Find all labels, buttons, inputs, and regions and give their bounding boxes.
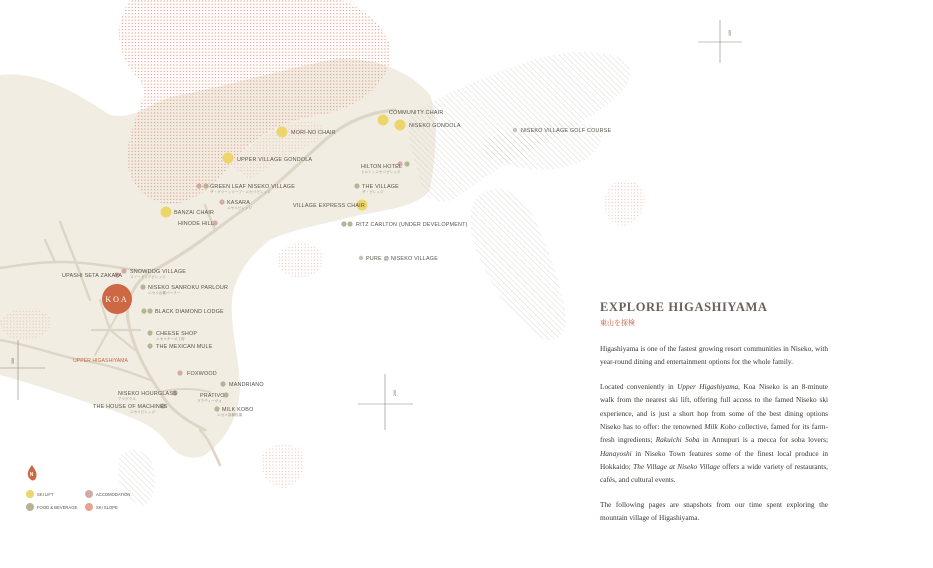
label-snowdog: SNOWDOG VILLAGE xyxy=(130,269,187,275)
scale-mark: 100 xyxy=(728,30,732,36)
ski-slope-area xyxy=(261,444,304,488)
label-prativo-jp: プラティーヴォ xyxy=(197,399,222,403)
north-label: N xyxy=(29,472,34,478)
label-sanroku: NISEKO SANROKU PARLOUR xyxy=(148,285,229,291)
location-paragraph: Located conveniently in Upper Higashiyama, Koa Niseko is an 8-minute walk from the nearest ski lift, offering full access to the famed Niseko ski experience, and is just a short hop from some of the best dining options Niseko has to offer: the renowned Milk Kobo collective, famed for its farm-fresh ingredients; Rakuichi Soba in Annupuri is a mecca for soba lovers; Hanayoshi in Niseko Town features some of the finest local produce in Hokkaido; The Village at Niseko Village offers a wide variety of restaurants, cafés, and cultural events. xyxy=(600,382,829,485)
legend-ski-slope: SKI SLOPE xyxy=(96,505,118,510)
ski-slope-area xyxy=(604,180,645,226)
label-black-diamond: BLACK DIAMOND LODGE xyxy=(155,309,224,315)
label-upper-higashiyama: UPPER HIGASHIYAMA xyxy=(73,358,128,364)
label-foxwood: FOXWOOD xyxy=(187,371,217,377)
label-hilton-hotel: HILTON HOTEL xyxy=(361,164,403,170)
legend-accommodation: ACCOMODATION xyxy=(96,492,131,497)
legend-ski-lift: SKI LIFT xyxy=(37,492,54,497)
legend-food-swatch xyxy=(26,503,34,511)
hatched-area xyxy=(470,189,566,340)
ski-lift-marker xyxy=(395,120,406,131)
label-prativo: PRATIVO xyxy=(200,393,225,399)
label-hourglass-jp: アワグラス xyxy=(118,397,136,401)
label-green-leaf: GREEN LEAF NISEKO VILLAGE xyxy=(210,184,295,190)
legend-accommodation-swatch xyxy=(85,490,93,498)
label-cheese-shop: CHEESE SHOP xyxy=(156,331,198,337)
label-milk-kobo-jp: ニセコ高橋牧場 xyxy=(217,413,243,417)
closing-paragraph: The following pages are snapshots from our time spent exploring the mountain village of Higashiyama. xyxy=(600,499,828,523)
label-village-express: VILLAGE EXPRESS CHAIR xyxy=(293,203,365,209)
page-title: EXPLORE HIGASHIYAMA xyxy=(600,300,768,314)
label-milk-kobo: MILK KOBO xyxy=(222,407,254,413)
label-ritz-carlton: RITZ CARLTON (UNDER DEVELOPMENT) xyxy=(356,222,468,228)
label-house-of-machines-jp: ニセコビレッジ xyxy=(130,410,156,414)
label-upper-village-gondola: UPPER VILLAGE GONDOLA xyxy=(237,157,313,163)
label-community-chair: COMMUNITY CHAIR xyxy=(389,110,444,116)
label-snowdog-jp: スノードッグビレッジ xyxy=(130,275,166,279)
label-pure: PURE @ NISEKO VILLAGE xyxy=(366,256,438,262)
label-kasara-jp: ニセコビレッジ xyxy=(227,206,253,210)
label-cheese-shop-jp: ニセコチーズ工房 xyxy=(156,337,185,341)
ski-lift-marker xyxy=(161,207,172,218)
koa-label: KOA xyxy=(105,295,129,304)
label-kasara: KASARA xyxy=(227,200,251,206)
label-green-leaf-jp: ザ・グリーンリーフ・ニセコビレッジ xyxy=(210,190,271,194)
ski-lift-marker xyxy=(223,153,234,164)
label-mandriano: MANDRIANO xyxy=(229,382,264,388)
legend-ski-slope-swatch xyxy=(85,503,93,511)
label-banzai-chair: BANZAI CHAIR xyxy=(174,210,215,216)
scale-mark: 300 xyxy=(11,358,15,364)
label-hourglass: NISEKO HOURGLASS xyxy=(118,391,177,397)
page-subtitle-jp: 東山を探検 xyxy=(600,319,635,327)
label-morino-chair: MORI-NO CHAIR xyxy=(291,130,336,136)
map-legend xyxy=(26,465,130,511)
ski-lift-marker xyxy=(277,127,288,138)
label-house-of-machines: THE HOUSE OF MACHINES xyxy=(93,404,168,410)
label-upashi: UPASHI SETA ZAKAYA xyxy=(62,273,123,279)
scale-mark: 200 xyxy=(393,390,397,396)
intro-paragraph: Higashiyama is one of the fastest growing resort communities in Niseko, with year-round dining and entertainment options for the whole family. xyxy=(600,344,828,367)
legend-food: FOOD & BEVERAGE xyxy=(37,505,78,510)
label-golf-course: NISEKO VILLAGE GOLF COURSE xyxy=(521,128,612,134)
label-mexican-mule: THE MEXICAN MULE xyxy=(156,344,213,350)
explore-panel xyxy=(600,300,828,536)
label-hinode-hill: HINODE HILL xyxy=(178,221,215,227)
ski-slope-area xyxy=(277,243,323,278)
label-niseko-gondola: NISEKO GONDOLA xyxy=(409,123,461,129)
label-hilton-hotel-jp: ヒルトンニセコビレッジ xyxy=(361,170,401,174)
label-the-village-jp: ザ・ビレッジ xyxy=(362,190,384,194)
label-the-village: THE VILLAGE xyxy=(362,184,399,190)
legend-ski-lift-swatch xyxy=(26,490,34,498)
ski-lift-marker xyxy=(378,115,389,126)
label-sanroku-jp: ニセコ山麓パーラー xyxy=(148,291,181,295)
